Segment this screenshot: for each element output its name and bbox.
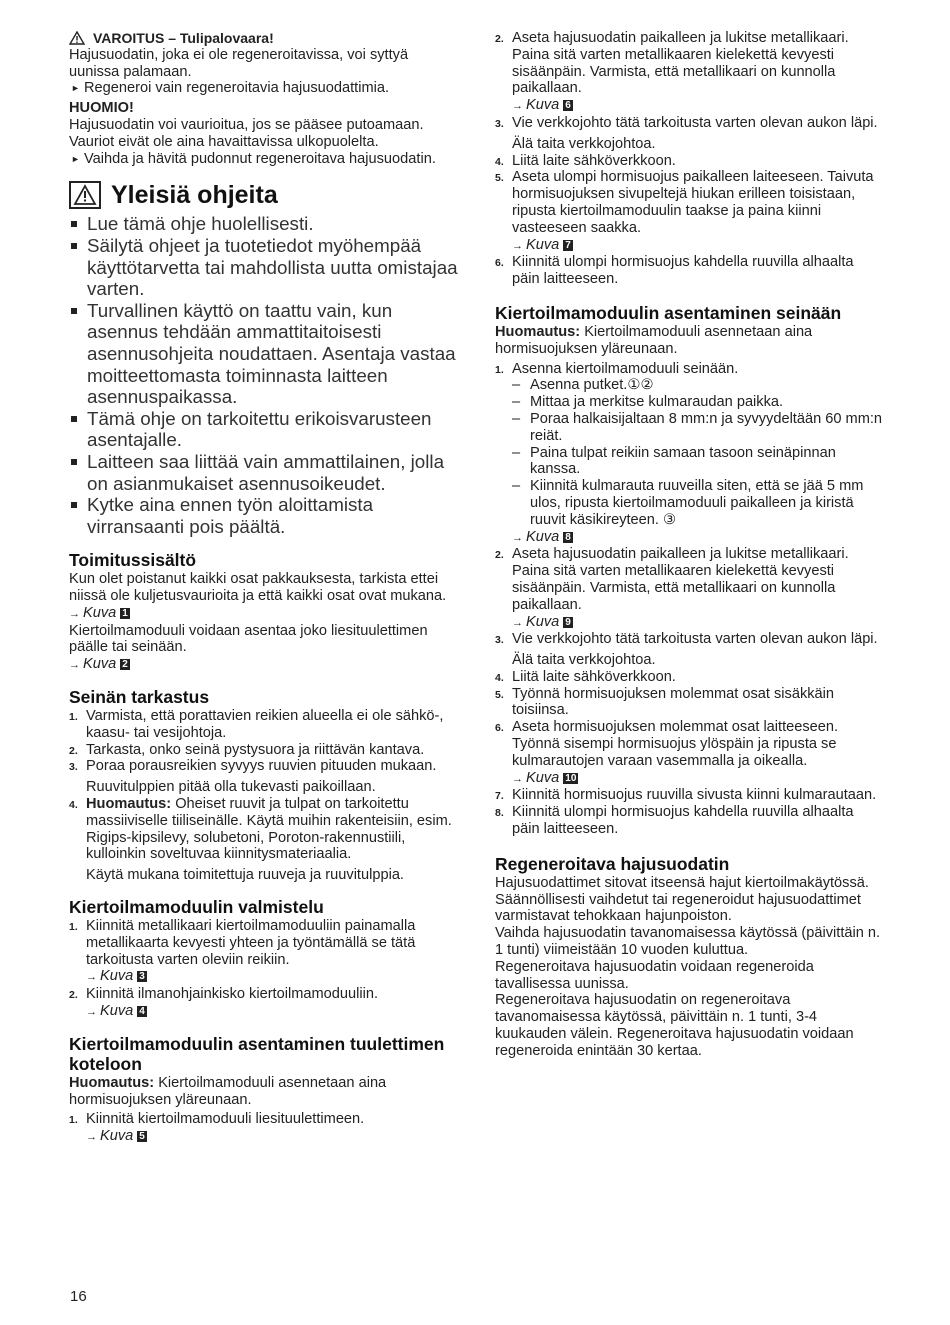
regen-title: Regeneroitava hajusuodatin xyxy=(495,853,730,874)
notice-title: HUOMIO! xyxy=(69,100,134,117)
delivery-text: Kun olet poistanut kaikki osat pakkauksesta, tarkista ettei niissä ole kuljetusvaurioita ja että kaikki osat ovat mukana. xyxy=(69,571,447,605)
figure-reference: → Kuva 7 xyxy=(512,236,571,253)
list-item: – Mittaa ja merkitse kulmaraudan paikka. xyxy=(512,394,784,411)
arrow-icon: → xyxy=(512,531,523,544)
arrow-icon: → xyxy=(512,100,523,113)
list-item: Laitteen saa liittää vain ammattilainen, jolla on asianmukaiset asennusoikeudet. xyxy=(69,451,461,494)
arrow-icon: → xyxy=(86,1006,97,1019)
general-list xyxy=(69,213,461,537)
prep-steps xyxy=(69,918,461,1021)
list-item: 3. Vie verkkojohto tätä tarkoitusta varten olevan aukon läpi. Älä taita verkkojohtoa. xyxy=(495,631,878,669)
figure-reference: → Kuva 4 xyxy=(86,1003,145,1020)
list-item: – Paina tulpat reikiin samaan tasoon seinäpinnan kanssa. xyxy=(512,444,836,478)
wall-check-steps xyxy=(69,708,461,884)
regen-paragraph: Vaihda hajusuodatin tavanomaisessa käytössä (päivittäin n. 1 tunti) viimeistään 10 vuoden kuluttua. xyxy=(495,925,881,959)
list-item: Turvallinen käyttö on taattu vain, kun asennus tehdään ammattitaitoisesti asennusohjeita noudattaen. Asentaja vastaa moitteettomasta toiminnasta laitteen asennuspaikassa. xyxy=(69,300,461,408)
hood-install-steps-b xyxy=(495,30,885,288)
regen-paragraph: Regeneroitava hajusuodatin on regeneroitava tavanomaisessa käytössä, päivittäin n. 1 tunti, 3-4 kuukauden välein. Regeneroitava hajusuodatin voidaan regeneroida enintään 30 kertaa. xyxy=(495,992,854,1059)
list-item: 1. Asenna kiertoilmamoduuli seinään. – Asenna putket.①② – Mittaa ja merkitse kulmaraudan paikka. – Poraa halkaisijaltaan 8 mm:n ja syvyydeltään 60 mm:n reiät. – Paina tulpat reikiin samaan tasoon seinäpinnan kanssa. – Kiinnitä kulmarauta ruuveilla siten, että se jää 5 mm ulos, ripusta kiertoilmamoduuli paikalleen ja kiristä ruuvit käsikireyteen. ③ → Kuva 8 xyxy=(495,361,885,547)
figure-reference: → Kuva 8 xyxy=(512,528,571,545)
list-item: 4. Huomautus: Oheiset ruuvit ja tulpat on tarkoitettu massiiviselle tiiliseinälle. Käytä muihin rakenteisiin, esim. Rigips-kipsilevy, solubetoni, Poroton-rakennustiili, kulloinkin soveltuvaa kiinnitysmateriaalia. Käytä mukana toimitettuja ruuveja ja ruuvitulppia. xyxy=(69,796,452,884)
delivery-title: Toimitussisältö xyxy=(69,550,197,571)
figure-reference: → Kuva 1 xyxy=(69,604,128,621)
list-item: – Kiinnitä kulmarauta ruuveilla siten, että se jää 5 mm ulos, ripusta kiertoilmamoduuli paikalleen ja kiristä ruuvit käsikireyteen. ③ xyxy=(512,478,864,528)
list-item: – Poraa halkaisijaltaan 8 mm:n ja syvyydeltään 60 mm:n reiät. xyxy=(512,410,883,444)
warning-action: ► Regeneroi vain regeneroitavia hajusuodattimia. xyxy=(71,80,390,97)
list-item: – Asenna putket.①② xyxy=(512,377,654,394)
right-column xyxy=(495,30,885,1060)
hood-install-title: Kiertoilmamoduulin asentaminen tuulettimen koteloon xyxy=(69,1033,445,1074)
list-item: 6. Aseta hormisuojuksen molemmat osat laitteeseen. Työnnä sisempi hormisuojus ylöspäin ja ripusta se kulmarautojen varaan vasemmalla ja oikealla. → Kuva 10 xyxy=(495,719,885,787)
list-item: Säilytä ohjeet ja tuotetiedot myöhempää käyttötarvetta tai mahdollista uutta omistajaa varten. xyxy=(69,235,461,300)
prep-title: Kiertoilmamoduulin valmistelu xyxy=(69,897,324,918)
list-item: 1. Kiinnitä metallikaari kiertoilmamoduuliin painamalla metallikaarta kevyesti yhteen ja työntämällä se tätä tarkoitusta varten oleviin reikiin. → Kuva 3 xyxy=(69,918,461,986)
list-item: Lue tämä ohje huolellisesti. xyxy=(69,213,461,235)
list-item: 6. Kiinnitä ulompi hormisuojus kahdella ruuvilla alhaalta päin laitteeseen. xyxy=(495,254,854,288)
list-item: Kytke aina ennen työn aloittamista virransaanti pois päältä. xyxy=(69,494,461,537)
list-item: 3. Vie verkkojohto tätä tarkoitusta varten olevan aukon läpi. Älä taita verkkojohtoa. xyxy=(495,114,878,152)
wall-check-title: Seinän tarkastus xyxy=(69,687,210,708)
arrow-icon: → xyxy=(512,772,523,785)
arrow-icon: → xyxy=(86,971,97,984)
arrow-right-icon: ► xyxy=(71,153,80,164)
list-item: 1. Varmista, että porattavien reikien alueella ei ole sähkö-, kaasu- tai vesijohtoja. xyxy=(69,708,444,741)
warning-heading xyxy=(69,30,461,47)
figure-reference: → Kuva 10 xyxy=(512,769,577,786)
list-item: 4. Liitä laite sähköverkkoon. xyxy=(495,668,676,685)
list-item: 2. Kiinnitä ilmanohjainkisko kiertoilmamoduuliin. → Kuva 4 xyxy=(69,986,461,1021)
figure-reference: → Kuva 2 xyxy=(69,656,128,673)
hood-install-steps-a xyxy=(69,1111,461,1146)
delivery-text-2: Kiertoilmamoduuli voidaan asentaa joko liesituulettimen päälle tai seinään. xyxy=(69,622,428,656)
figure-reference: → Kuva 3 xyxy=(86,968,145,985)
arrow-icon: → xyxy=(69,607,80,620)
figure-reference: → Kuva 9 xyxy=(512,613,571,630)
notice-text: Hajusuodatin voi vaurioitua, jos se pääsee putoamaan. Vauriot eivät ole aina havaittavissa ulkopuolelta. xyxy=(69,116,424,150)
list-item: 8. Kiinnitä ulompi hormisuojus kahdella ruuvilla alhaalta päin laitteeseen. xyxy=(495,804,854,838)
arrow-icon: → xyxy=(69,659,80,672)
list-item: 3. Poraa porausreikien syvyys ruuvien pituuden mukaan. Ruuvitulppien pitää olla tukevasti paikoillaan. xyxy=(69,758,437,796)
warning-box-icon xyxy=(69,181,101,209)
regen-paragraph: Regeneroitava hajusuodatin voidaan regeneroida tavallisessa uunissa. xyxy=(495,958,814,992)
arrow-icon: → xyxy=(86,1131,97,1144)
warning-text: Hajusuodatin, joka ei ole regeneroitavissa, voi syttyä uunissa palamaan. xyxy=(69,46,409,80)
notice-action: ► Vaihda ja hävitä pudonnut regeneroitava hajusuodatin. xyxy=(71,150,436,167)
substep-list xyxy=(512,377,885,528)
warning-title: VAROITUS – Tulipalovaara! xyxy=(93,30,274,46)
list-item: 2. Tarkasta, onko seinä pystysuora ja riittävän kantava. xyxy=(69,741,425,758)
list-item: 7. Kiinnitä hormisuojus ruuvilla sivusta kiinni kulmarautaan. xyxy=(495,787,877,804)
list-item: 2. Aseta hajusuodatin paikalleen ja lukitse metallikaari. Paina sitä varten metallikaaren kielekettä kevyesti sisäänpäin. Varmista, että metallikaari on kunnolla paikallaan. → Kuva 6 xyxy=(495,30,885,115)
list-item: 4. Liitä laite sähköverkkoon. xyxy=(495,152,676,169)
hood-install-note: Huomautus: Kiertoilmamoduuli asennetaan aina hormisuojuksen yläreunaan. xyxy=(69,1074,387,1108)
arrow-icon: → xyxy=(512,616,523,629)
list-item: 5. Aseta ulompi hormisuojus paikalleen laiteeseen. Taivuta hormisuojuksen sivupeltejä hiukan erilleen toisistaan, ripusta kiertoilmamoduulin taakse ja paina kiinni vasteeseen saakka. → Kuva 7 xyxy=(495,169,885,254)
wall-install-note: Huomautus: Kiertoilmamoduuli asennetaan aina hormisuojuksen yläreunaan. xyxy=(495,323,813,357)
arrow-right-icon: ► xyxy=(71,83,80,94)
warning-triangle-icon xyxy=(69,31,85,45)
wall-install-title: Kiertoilmamoduulin asentaminen seinään xyxy=(495,302,842,323)
left-column xyxy=(69,30,461,1146)
figure-reference: → Kuva 5 xyxy=(86,1128,145,1145)
list-item: 5. Työnnä hormisuojuksen molemmat osat sisäkkäin toisiinsa. xyxy=(495,685,835,719)
general-heading xyxy=(69,181,461,209)
list-item: 1. Kiinnitä kiertoilmamoduuli liesituulettimeen. → Kuva 5 xyxy=(69,1111,461,1146)
arrow-icon: → xyxy=(512,239,523,252)
page-number: 16 xyxy=(70,1288,87,1305)
list-item: Tämä ohje on tarkoitettu erikoisvarusteen asentajalle. xyxy=(69,408,461,451)
list-item: 2. Aseta hajusuodatin paikalleen ja lukitse metallikaari. Paina sitä varten metallikaaren kielekettä kevyesti sisäänpäin. Varmista, että metallikaari on kunnolla paikallaan. → Kuva 9 xyxy=(495,546,885,631)
figure-reference: → Kuva 6 xyxy=(512,97,571,114)
wall-install-steps xyxy=(495,361,885,838)
general-title: Yleisiä ohjeita xyxy=(111,181,278,210)
regen-paragraph: Hajusuodattimet sitovat itseensä hajut kiertoilmakäytössä. Säännöllisesti vaihdetut tai regeneroidut hajusuodattimet varmistavat tehokkaan hajunpoiston. xyxy=(495,874,869,925)
